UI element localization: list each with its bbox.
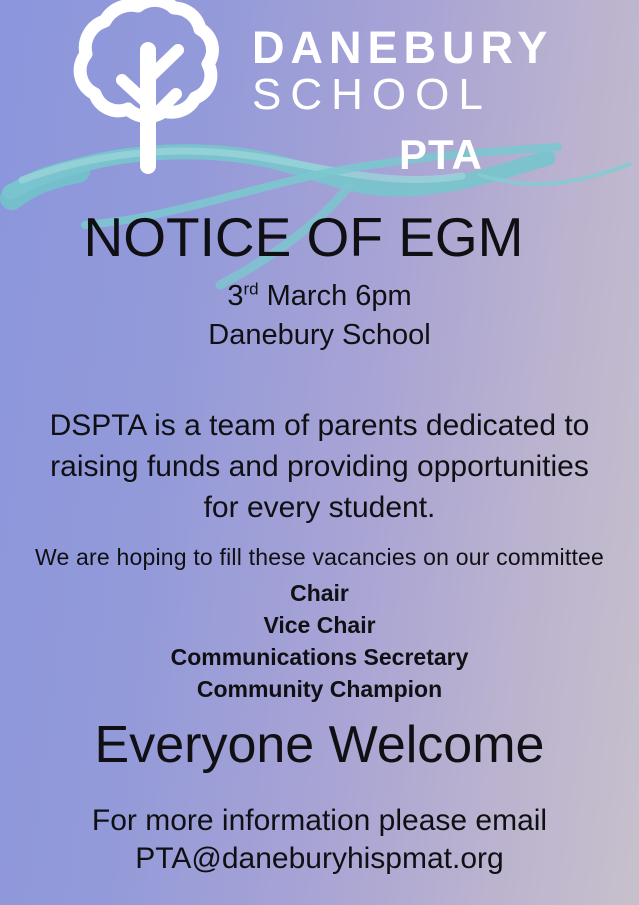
description-line: DSPTA is a team of parents dedicated to	[49, 409, 590, 442]
description	[0, 405, 639, 528]
school-name-line1: DANEBURY	[252, 22, 554, 73]
description-line: for every student.	[203, 491, 436, 524]
vacancy-role: Community Champion	[196, 676, 443, 702]
vacancy-roles-list	[0, 577, 639, 705]
school-name-line2: SCHOOL	[252, 70, 492, 119]
vacancy-role: Vice Chair	[263, 612, 376, 638]
event-location: Danebury School	[208, 319, 431, 351]
contact-line: For more information please email	[91, 804, 548, 837]
vacancy-intro: We are hoping to fill these vacancies on our committee	[34, 544, 605, 570]
vacancy-role: Chair	[290, 580, 349, 606]
event-date	[0, 280, 639, 313]
poster-title: NOTICE OF EGM	[83, 206, 524, 268]
description-line: raising funds and providing opportunities	[50, 450, 589, 483]
pta-label: PTA	[399, 131, 483, 178]
event-day-suffix: rd	[243, 279, 259, 299]
vacancy-role: Communications Secretary	[170, 644, 469, 670]
welcome-heading: Everyone Welcome	[94, 716, 545, 774]
event-day: 3	[227, 280, 244, 312]
contact-info	[0, 802, 639, 878]
contact-email: PTA@daneburyhispmat.org	[135, 842, 504, 875]
event-date-rest: March 6pm	[258, 280, 412, 312]
